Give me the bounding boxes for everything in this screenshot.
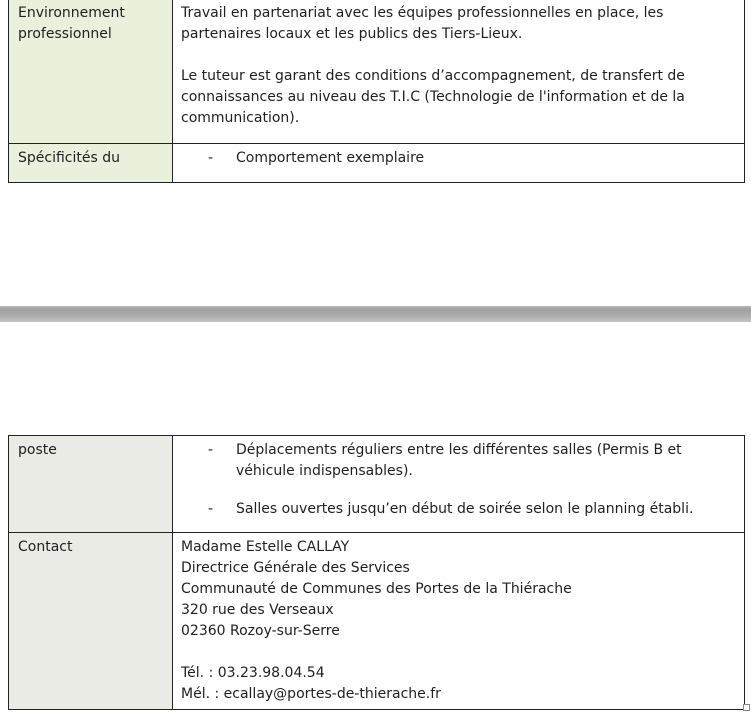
bullet-text: Salles ouvertes jusqu’en début de soirée selon le planning établi. — [236, 501, 694, 517]
bullet-text: Comportement exemplaire — [236, 150, 425, 166]
bullet-dash: - — [208, 501, 214, 517]
document-page-bottom — [0, 322, 751, 712]
bullet-item — [181, 499, 736, 520]
document-page-top — [0, 0, 751, 306]
contact-email[interactable]: Mél. : ecallay@portes-de-thierache.fr — [181, 686, 441, 702]
job-details-table-top — [8, 0, 745, 183]
table-row-environnement — [9, 0, 745, 144]
row-label-line: poste — [18, 442, 57, 458]
job-details-table-bottom — [8, 435, 745, 710]
row-label-line: Contact — [18, 539, 73, 555]
bullet-item — [181, 148, 736, 169]
table-row-poste — [9, 436, 745, 533]
table-row-specificites — [9, 144, 745, 183]
table-row-contact — [9, 533, 745, 710]
contact-name: Madame Estelle CALLAY — [181, 539, 350, 555]
table-resize-handle[interactable] — [743, 704, 750, 711]
row-label-cell — [9, 0, 173, 144]
row-label-cell — [9, 533, 173, 710]
bullet-dash: - — [208, 442, 214, 458]
paragraph-partenariat: Travail en partenariat avec les équipes professionnelles en place, les partenaires locaux et les publics des Tiers-Lieux. — [181, 5, 664, 42]
row-content-cell — [173, 436, 745, 533]
contact-role: Directrice Générale des Services — [181, 560, 410, 576]
row-content-cell — [173, 533, 745, 710]
paragraph-tuteur: Le tuteur est garant des conditions d’accompagnement, de transfert de connaissances au niveau des T.I.C (Technologie de l'information et de la communication). — [181, 68, 685, 126]
contact-phone: Tél. : 03.23.98.04.54 — [181, 665, 325, 681]
contact-city: 02360 Rozoy-sur-Serre — [181, 623, 340, 639]
bullet-dash: - — [208, 150, 214, 166]
bullet-item — [181, 440, 736, 482]
contact-street: 320 rue des Verseaux — [181, 602, 334, 618]
row-label-line: professionnel — [18, 26, 112, 42]
contact-organisation: Communauté de Communes des Portes de la Thiérache — [181, 581, 572, 597]
row-label-cell — [9, 144, 173, 183]
row-content-cell — [173, 0, 745, 144]
row-label-line: Environnement — [18, 5, 125, 21]
bullet-text: Déplacements réguliers entre les différentes salles (Permis B et véhicule indispensables). — [236, 442, 682, 479]
page-separator — [0, 306, 751, 322]
row-label-cell — [9, 436, 173, 533]
row-label-line: Spécificités du — [18, 150, 120, 166]
row-content-cell — [173, 144, 745, 183]
